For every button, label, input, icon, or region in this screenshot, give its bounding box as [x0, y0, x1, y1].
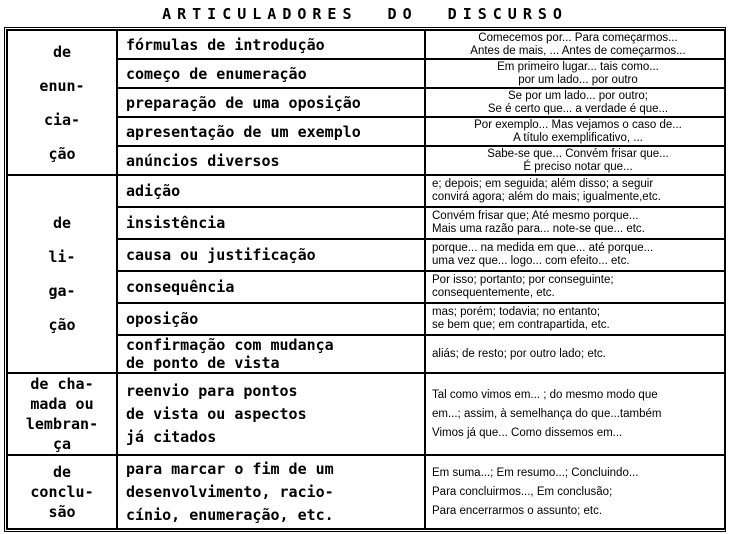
group-label	[7, 175, 117, 373]
examples-cell: Em primeiro lugar... tais como... por um lado... por outro	[425, 59, 725, 88]
topic-cell: para marcar o fim de um desenvolvimento, racio- cínio, enumeração, etc.	[117, 455, 425, 529]
examples-cell: Tal como vimos em... ; do mesmo modo que em...; assim, à semelhança do que...também Vimos já que... Como dissemos em...	[425, 373, 725, 455]
topic-cell: insistência	[117, 207, 425, 239]
topic-cell: preparação de uma oposição	[117, 88, 425, 117]
examples-cell: Por isso; portanto; por conseguinte; consequentemente, etc.	[425, 271, 725, 303]
examples-cell: Se por um lado... por outro; Se é certo que... a verdade é que...	[425, 88, 725, 117]
examples-cell: Convém frisar que; Até mesmo porque... Mais uma razão para... note-se que... etc.	[425, 207, 725, 239]
examples-cell: Sabe-se que... Convém frisar que... É preciso notar que...	[425, 146, 725, 175]
examples-cell: aliás; de resto; por outro lado; etc.	[425, 335, 725, 373]
group-label-line: mada ou	[30, 395, 94, 413]
group-label	[7, 30, 117, 175]
topic-cell: causa ou justificação	[117, 239, 425, 271]
examples-cell: mas; porém; todavia; no entanto; se bem que; em contrapartida, etc.	[425, 303, 725, 335]
articulators-table	[6, 29, 726, 530]
topic-cell: fórmulas de introdução	[117, 30, 425, 59]
topic-cell: confirmação com mudança de ponto de vista	[117, 335, 425, 373]
examples-cell: Comecemos por... Para começarmos... Antes de mais, ... Antes de começarmos...	[425, 30, 725, 59]
group-label-line: conclu-	[30, 483, 94, 501]
table-row	[7, 455, 725, 529]
examples-cell: Em suma...; Em resumo...; Concluindo... Para concluirmos..., Em conclusão; Para encerrarmos o assunto; etc.	[425, 455, 725, 529]
examples-cell: Por exemplo... Mas vejamos o caso de... A título exemplificativo, ...	[425, 117, 725, 146]
group-label-line: ça	[52, 435, 72, 453]
group-label-line: ção	[48, 144, 76, 163]
topic-cell: apresentação de um exemplo	[117, 117, 425, 146]
topic-cell: reenvio para pontos de vista ou aspectos já citados	[117, 373, 425, 455]
group-label-line: ção	[48, 316, 76, 334]
topic-cell: anúncios diversos	[117, 146, 425, 175]
page-title: ARTICULADORES DO DISCURSO	[162, 5, 568, 23]
group-label-line: enun-	[39, 76, 85, 95]
group-label-line: li-	[48, 248, 76, 266]
group-label-line: de cha-	[30, 375, 94, 393]
examples-cell: porque... na medida em que... até porque... uma vez que... logo... com efeito... etc.	[425, 239, 725, 271]
table-row	[7, 175, 725, 207]
group-label-line: de	[52, 42, 72, 61]
topic-cell: começo de enumeração	[117, 59, 425, 88]
group-label	[7, 455, 117, 529]
topic-cell: consequência	[117, 271, 425, 303]
group-label-line: são	[48, 503, 76, 521]
table-row	[7, 373, 725, 455]
topic-cell: adição	[117, 175, 425, 207]
examples-cell: e; depois; em seguida; além disso; a seguir convirá agora; além do mais; igualmente,etc.	[425, 175, 725, 207]
group-label-line: ga-	[48, 282, 76, 300]
group-label-line: lembran-	[25, 415, 99, 433]
topic-cell: oposição	[117, 303, 425, 335]
group-label-line: de	[52, 463, 72, 481]
group-label-line: cia-	[43, 110, 81, 129]
group-label	[7, 373, 117, 455]
group-label-line: de	[52, 214, 72, 232]
table-row	[7, 30, 725, 59]
